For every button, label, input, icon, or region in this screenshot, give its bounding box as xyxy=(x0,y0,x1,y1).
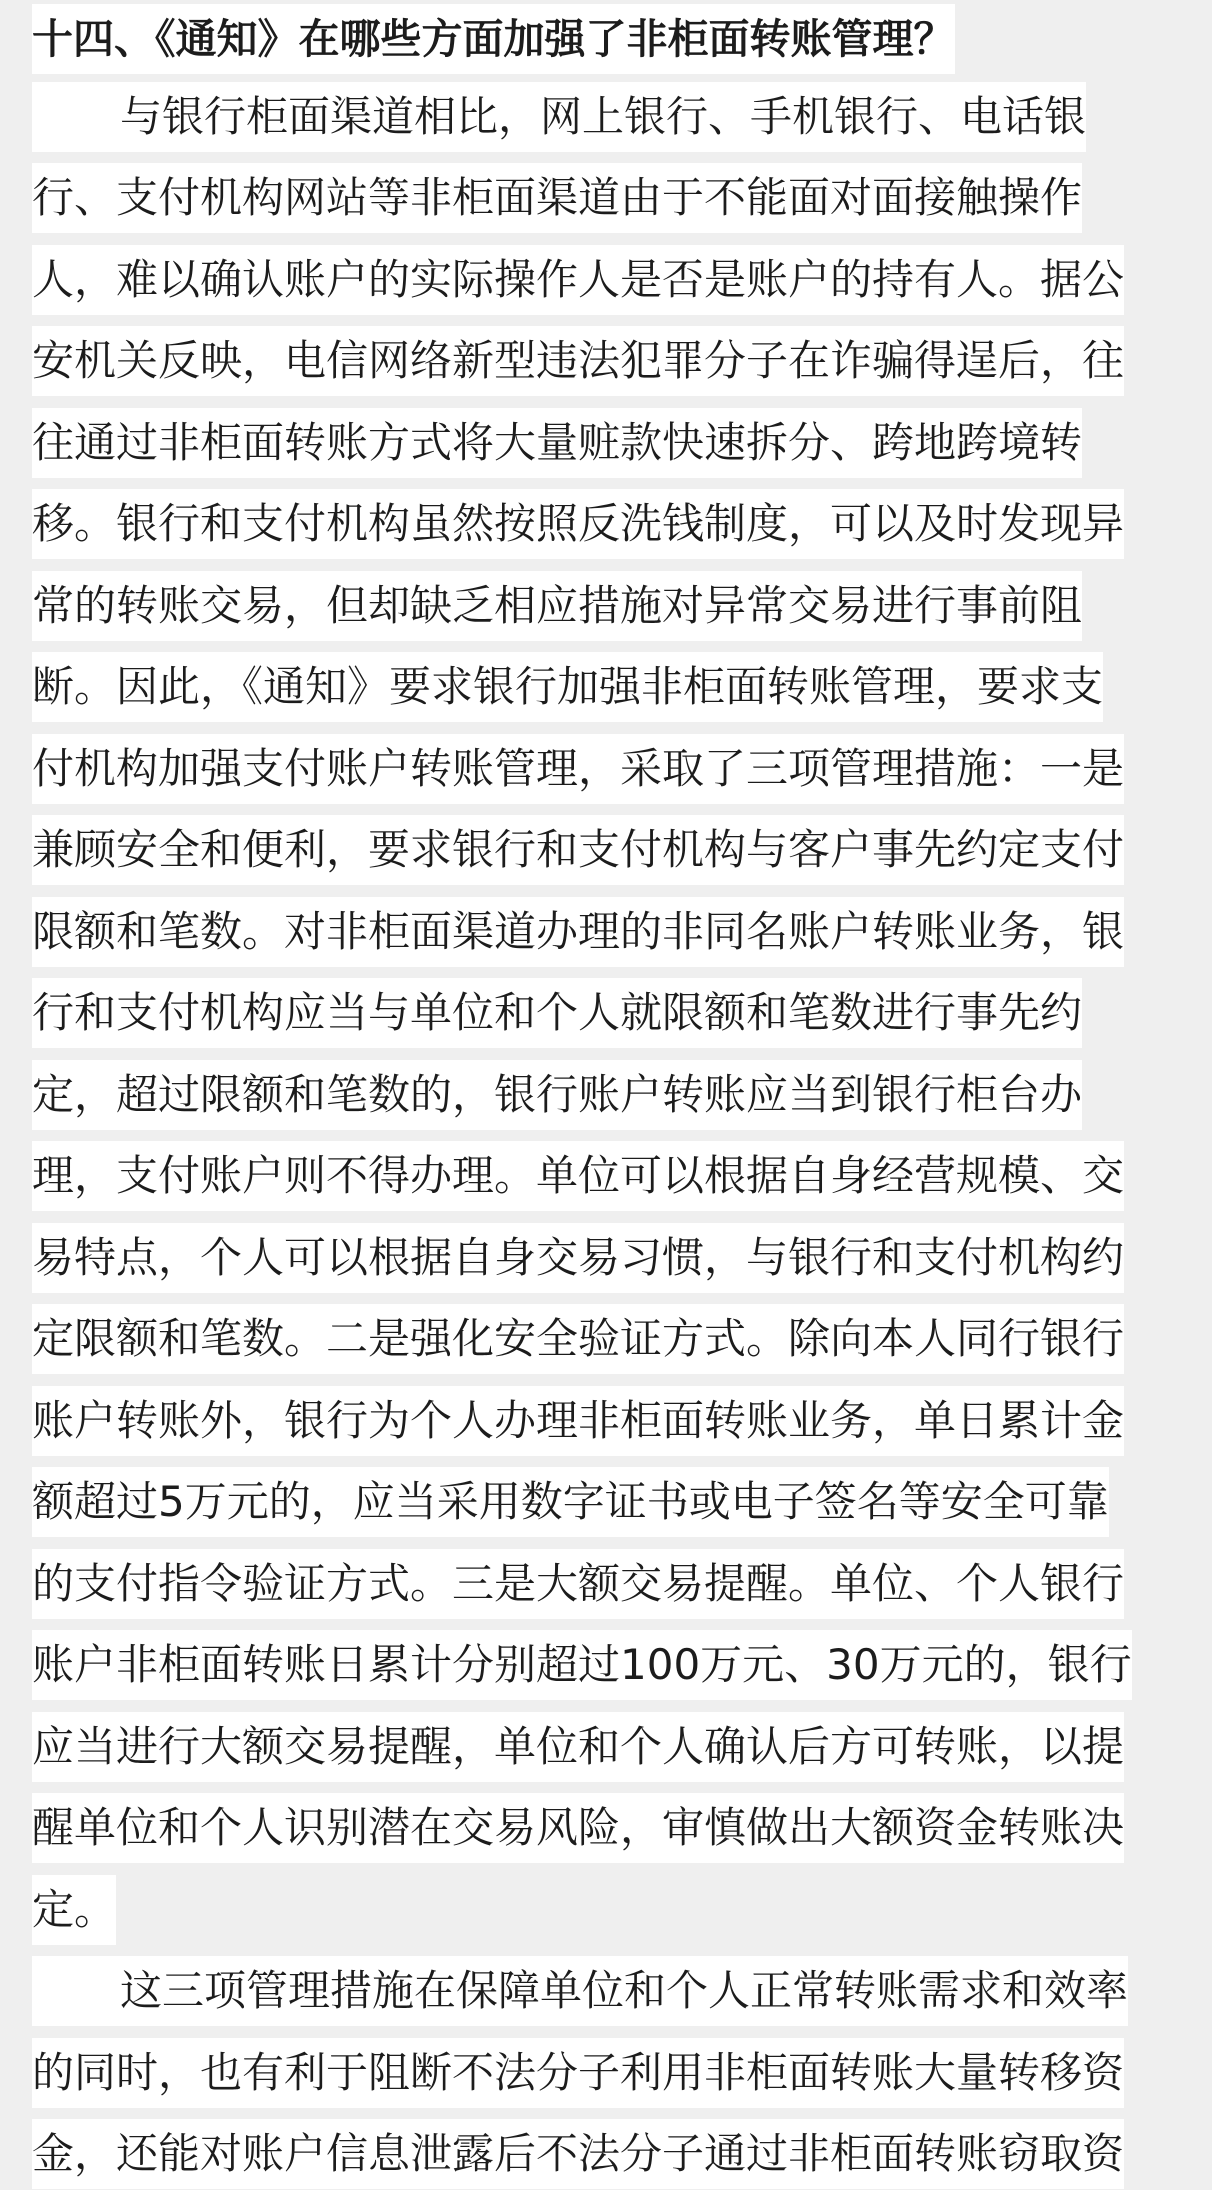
text-line: 醒单位和个人识别潜在交易风险，审慎做出大额资金转账决 xyxy=(32,1793,1124,1863)
text-line: 账户转账外，银行为个人办理非柜面转账业务，单日累计金 xyxy=(32,1386,1124,1456)
text-line: 安机关反映，电信网络新型违法犯罪分子在诈骗得逞后，往 xyxy=(32,326,1124,396)
text-line: 理，支付账户则不得办理。单位可以根据自身经营规模、交 xyxy=(32,1141,1124,1211)
text-line: 定限额和笔数。二是强化安全验证方式。除向本人同行银行 xyxy=(32,1304,1124,1374)
text-line: 付机构加强支付账户转账管理，采取了三项管理措施：一是 xyxy=(32,734,1124,804)
text-line: 定。 xyxy=(32,1875,116,1945)
text-line: 定，超过限额和笔数的，银行账户转账应当到银行柜台办 xyxy=(32,1060,1082,1130)
text-line: 这三项管理措施在保障单位和个人正常转账需求和效率 xyxy=(32,1956,1128,2026)
text-line: 常的转账交易，但却缺乏相应措施对异常交易进行事前阻 xyxy=(32,571,1082,641)
text-line: 与银行柜面渠道相比，网上银行、手机银行、电话银 xyxy=(32,82,1086,152)
text-line: 断。因此，《通知》要求银行加强非柜面转账管理，要求支 xyxy=(32,652,1103,722)
text-line: 限额和笔数。对非柜面渠道办理的非同名账户转账业务，银 xyxy=(32,897,1124,967)
text-line: 往通过非柜面转账方式将大量赃款快速拆分、跨地跨境转 xyxy=(32,408,1082,478)
text-line: 人，难以确认账户的实际操作人是否是账户的持有人。据公 xyxy=(32,245,1124,315)
text-line: 金，还能对账户信息泄露后不法分子通过非柜面转账窃取资 xyxy=(32,2119,1124,2189)
text-line: 应当进行大额交易提醒，单位和个人确认后方可转账，以提 xyxy=(32,1712,1124,1782)
text-line: 的支付指令验证方式。三是大额交易提醒。单位、个人银行 xyxy=(32,1549,1124,1619)
text-line: 兼顾安全和便利，要求银行和支付机构与客户事先约定支付 xyxy=(32,815,1124,885)
text-line: 的同时，也有利于阻断不法分子利用非柜面转账大量转移资 xyxy=(32,2038,1124,2108)
text-line: 行和支付机构应当与单位和个人就限额和笔数进行事先约 xyxy=(32,978,1082,1048)
section-heading: 十四、《通知》在哪些方面加强了非柜面转账管理？ xyxy=(32,4,955,74)
text-line: 移。银行和支付机构虽然按照反洗钱制度，可以及时发现异 xyxy=(32,489,1124,559)
text-line: 账户非柜面转账日累计分别超过100万元、30万元的，银行 xyxy=(32,1630,1132,1700)
text-line: 行、支付机构网站等非柜面渠道由于不能面对面接触操作 xyxy=(32,163,1082,233)
text-line: 额超过5万元的，应当采用数字证书或电子签名等安全可靠 xyxy=(32,1467,1109,1537)
text-line: 易特点，个人可以根据自身交易习惯，与银行和支付机构约 xyxy=(32,1223,1124,1293)
